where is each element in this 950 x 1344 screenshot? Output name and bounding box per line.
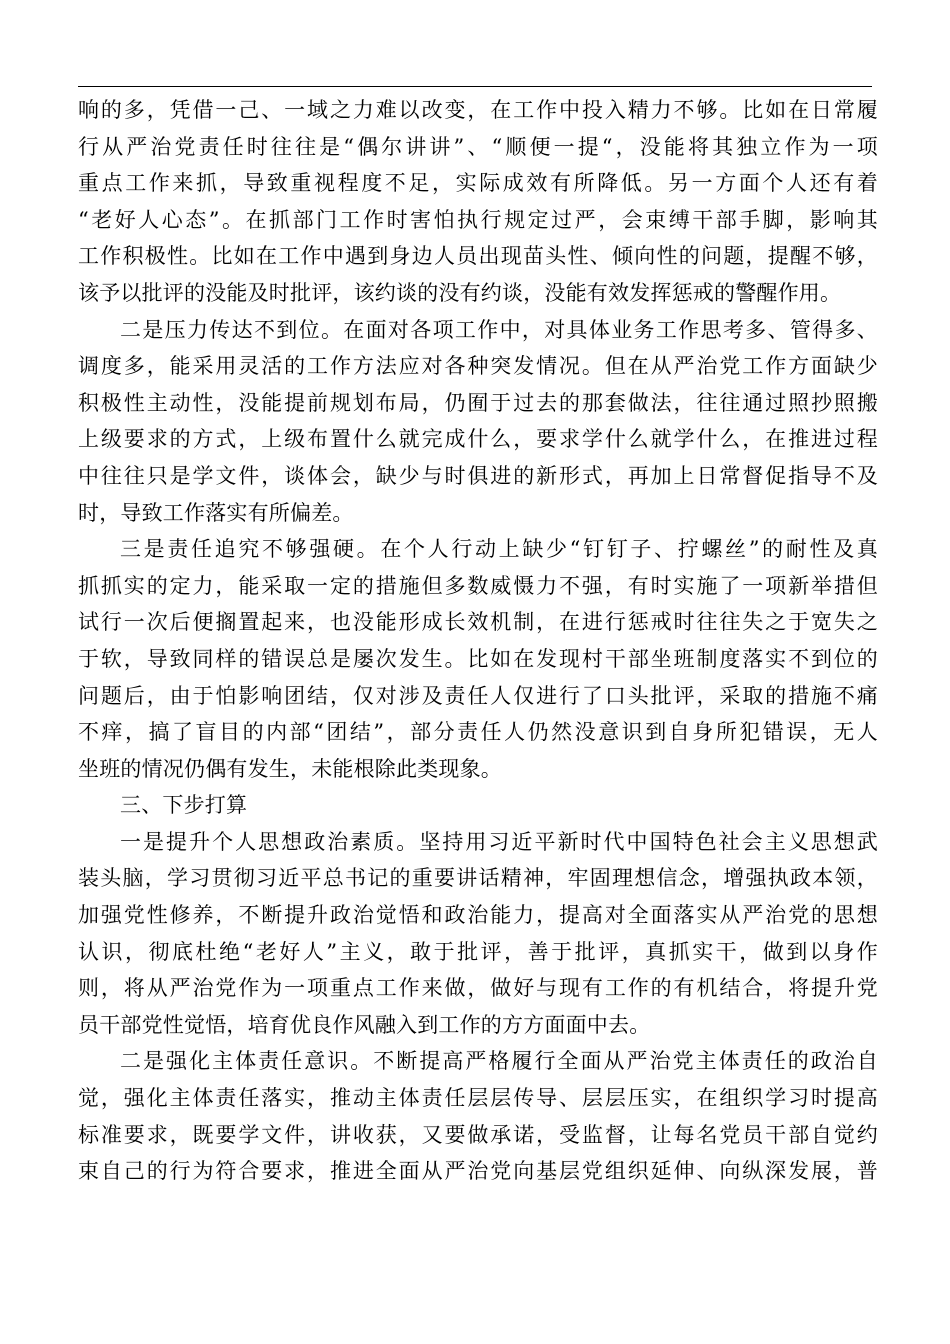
text-line: 抓抓实的定力，能采取一定的措施但多数威慑力不强，有时实施了一项新举措但 — [78, 573, 878, 598]
text-line: 时，导致工作落实有所偏差。 — [78, 500, 354, 525]
text-line: 员干部党性觉悟，培育优良作风融入到工作的方方面面中去。 — [78, 1012, 651, 1037]
text-line: 加强党性修养，不断提升政治觉悟和政治能力，提高对全面落实从严治党的思想 — [78, 903, 878, 928]
text-line: 则，将从严治党作为一项重点工作来做，做好与现有工作的有机结合，将提升党 — [78, 976, 878, 1001]
text-line: 问题后，由于怕影响团结，仅对涉及责任人仅进行了口头批评，采取的措施不痛 — [78, 683, 878, 708]
text-line: 重点工作来抓，导致重视程度不足，实际成效有所降低。另一方面个人还有着 — [78, 171, 878, 196]
text-line: 中往往只是学文件，谈体会，缺少与时俱进的新形式，再加上日常督促指导不及 — [78, 463, 878, 488]
text-line: 坐班的情况仍偶有发生，未能根除此类现象。 — [78, 756, 502, 781]
text-line: 于软，导致同样的错误总是屡次发生。比如在发现村干部坐班制度落实不到位的 — [78, 646, 878, 671]
text-line: 装头脑，学习贯彻习近平总书记的重要讲话精神，牢固理想信念，增强执政本领， — [78, 866, 878, 891]
text-line: 二是压力传达不到位。在面对各项工作中，对具体业务工作思考多、管得多、 — [120, 317, 878, 342]
text-line: 工作积极性。比如在工作中遇到身边人员出现苗头性、倾向性的问题，提醒不够， — [78, 244, 878, 269]
text-line: 试行一次后便搁置起来，也没能形成长效机制，在进行惩戒时往往失之于宽失之 — [78, 610, 878, 635]
text-line: 三是责任追究不够强硬。在个人行动上缺少“钉钉子、拧螺丝”的耐性及真 — [120, 537, 878, 562]
text-line: 三、下步打算 — [120, 793, 248, 818]
header-rule — [78, 86, 872, 87]
text-line: 标准要求，既要学文件，讲收获，又要做承诺，受监督，让每名党员干部自觉约 — [78, 1122, 878, 1147]
text-line: 不痒，搞了盲目的内部“团结”，部分责任人仍然没意识到自身所犯错误，无人 — [78, 720, 878, 745]
text-line: 二是强化主体责任意识。不断提高严格履行全面从严治党主体责任的政治自 — [120, 1049, 878, 1074]
text-line: “老好人心态”。在抓部门工作时害怕执行规定过严，会束缚干部手脚，影响其 — [78, 207, 878, 232]
text-line: 响的多，凭借一己、一域之力难以改变，在工作中投入精力不够。比如在日常履 — [78, 98, 878, 122]
document-body — [78, 92, 878, 1190]
text-line: 觉，强化主体责任落实，推动主体责任层层传导、层层压实，在组织学习时提高 — [78, 1086, 878, 1111]
text-line: 行从严治党责任时往往是“偶尔讲讲”、“顺便一提“，没能将其独立作为一项 — [78, 134, 878, 159]
text-line: 调度多，能采用灵活的工作方法应对各种突发情况。但在从严治党工作方面缺少 — [78, 354, 878, 379]
text-line: 一是提升个人思想政治素质。坚持用习近平新时代中国特色社会主义思想武 — [120, 829, 878, 854]
text-line: 认识，彻底杜绝“老好人”主义，敢于批评，善于批评，真抓实干，做到以身作 — [78, 939, 878, 964]
text-line: 积极性主动性，没能提前规划布局，仍囿于过去的那套做法，往往通过照抄照搬 — [78, 390, 878, 415]
text-line: 上级要求的方式，上级布置什么就完成什么，要求学什么就学什么，在推进过程 — [78, 427, 878, 452]
text-line: 该予以批评的没能及时批评，该约谈的没有约谈，没能有效发挥惩戒的警醒作用。 — [78, 280, 842, 305]
text-line: 束自己的行为符合要求，推进全面从严治党向基层党组织延伸、向纵深发展，普 — [78, 1159, 878, 1184]
